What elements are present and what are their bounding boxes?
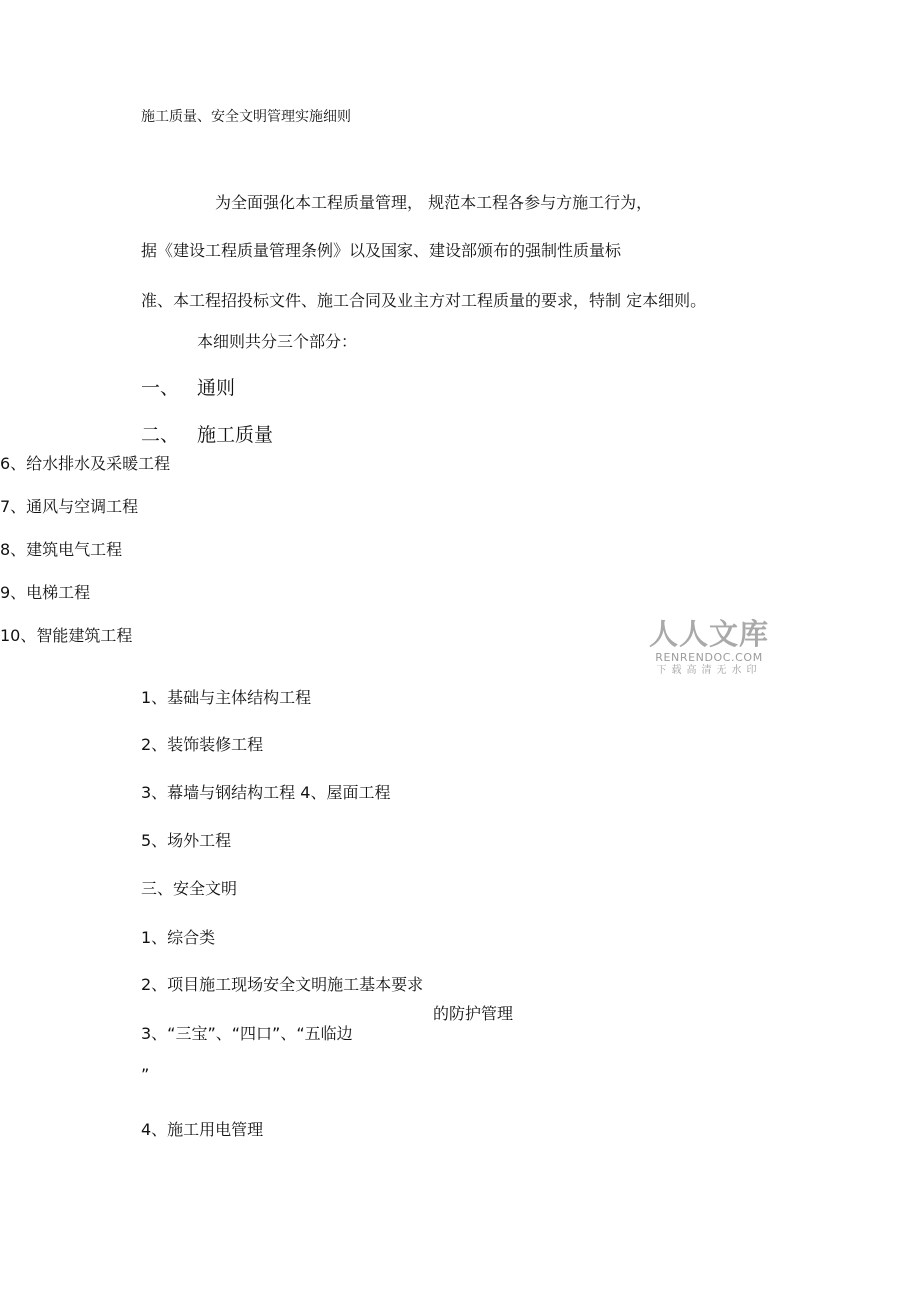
list-item: 8、建筑电气工程	[0, 540, 123, 559]
list-item: 3、“三宝”、“四口”、“五临边	[141, 1024, 353, 1043]
list-item: 2、装饰装修工程	[141, 735, 264, 754]
list-item: 1、综合类	[141, 928, 216, 947]
parts-intro: 本细则共分三个部分：	[197, 332, 358, 351]
section-1-title: 通则	[197, 377, 236, 399]
list-item: 3、幕墙与钢结构工程 4、屋面工程	[141, 783, 391, 802]
list-item: 4、施工用电管理	[141, 1120, 264, 1139]
watermark-brand: 人人文库	[648, 617, 769, 651]
closing-quote-mark: ”	[141, 1065, 150, 1084]
intro-paragraph-line-2: 据《建设工程质量管理条例》以及国家、建设部颁布的强制性质量标	[141, 241, 622, 260]
renrendoc-watermark	[646, 617, 772, 676]
intro-paragraph-line-3: 准、本工程招投标文件、施工合同及业主方对工程质量的要求，特制 定本细则。	[141, 291, 707, 310]
intro-paragraph-line-1: 为全面强化本工程质量管理， 规范本工程各参与方施工行为，	[215, 193, 653, 212]
document-title: 施工质量、安全文明管理实施细则	[141, 109, 351, 125]
list-item: 10、智能建筑工程	[0, 626, 133, 645]
list-item: 1、基础与主体结构工程	[141, 688, 312, 707]
list-item: 5、场外工程	[141, 831, 232, 850]
list-item: 7、通风与空调工程	[0, 497, 139, 516]
section-2-title: 施工质量	[197, 424, 274, 446]
section-2-number: 二、	[141, 424, 180, 446]
watermark-domain: RENRENDOC.COM	[655, 651, 763, 664]
list-item: 2、项目施工现场安全文明施工基本要求	[141, 975, 424, 994]
list-item: 9、电梯工程	[0, 583, 91, 602]
list-item-continuation: 的防护管理	[433, 1004, 514, 1023]
section-1-number: 一、	[141, 377, 180, 399]
section-3-heading: 三、安全文明	[141, 879, 238, 898]
watermark-slogan: 下载高清无水印	[656, 665, 762, 676]
list-item: 6、给水排水及采暖工程	[0, 454, 171, 473]
